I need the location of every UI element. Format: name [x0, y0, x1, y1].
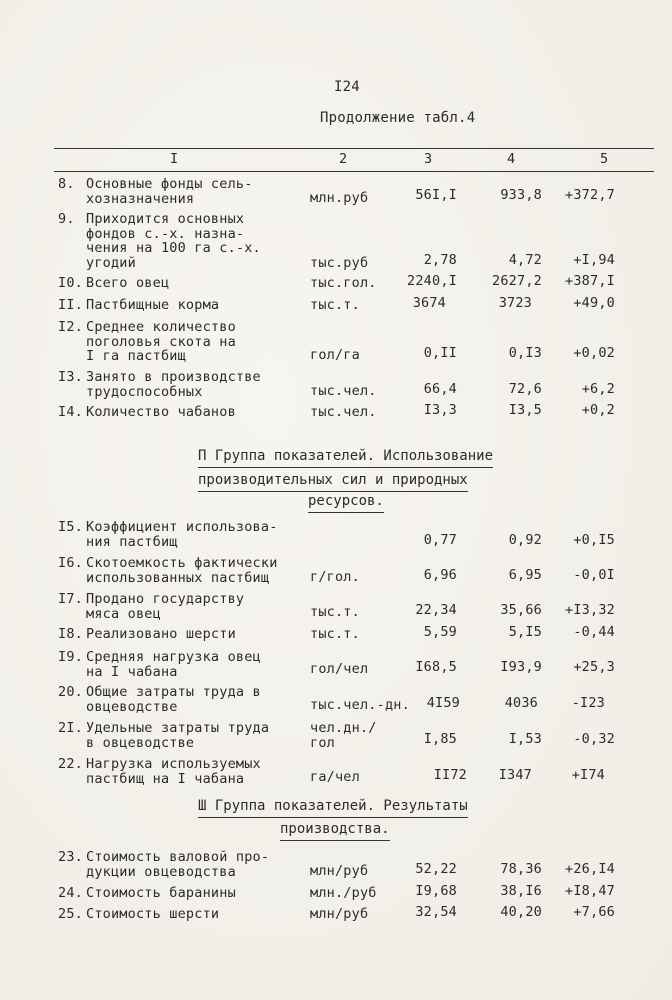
column-header-1: I	[170, 151, 179, 167]
row-value-5: +26,I4	[565, 861, 615, 877]
column-header-5: 5	[600, 151, 609, 167]
row-value-5: +I,94	[573, 252, 615, 268]
row-value-3: 52,22	[415, 861, 457, 877]
column-header-2: 2	[339, 151, 348, 167]
row-unit: гол/чел	[310, 661, 369, 677]
row-value-5: -0,0I	[573, 567, 615, 583]
row-value-4: I3,5	[508, 402, 542, 418]
row-unit: тыс.руб	[310, 255, 369, 271]
row-value-4: 40,20	[500, 904, 542, 920]
row-value-3: 2240,I	[407, 273, 457, 289]
row-number: 8.	[58, 176, 75, 192]
row-label: Общие затраты труда в овцеводстве	[86, 684, 261, 715]
column-header-4: 4	[507, 151, 516, 167]
row-unit: чел.дн./ гол	[310, 720, 377, 751]
row-label: Удельные затраты труда в овцеводстве	[86, 720, 270, 751]
row-unit: млн.руб	[310, 190, 369, 206]
row-number: I2.	[58, 319, 83, 335]
row-value-4: 78,36	[500, 861, 542, 877]
row-label: Реализовано шерсти	[86, 626, 236, 642]
row-value-4: 35,66	[500, 602, 542, 618]
row-label: Приходится основных фондов с.-х. назна- чения на 100 га с.-х. угодий	[86, 211, 261, 271]
row-label: Продано государству мяса овец	[86, 591, 245, 622]
row-number: I4.	[58, 404, 83, 420]
row-label: Занято в производстве трудоспособных	[86, 369, 261, 400]
row-value-3: 2,78	[423, 252, 457, 268]
row-value-4: 5,I5	[508, 624, 542, 640]
row-value-3: I68,5	[415, 659, 457, 675]
row-value-5: +6,2	[581, 381, 615, 397]
row-number: I8.	[58, 626, 83, 642]
row-value-4: I93,9	[500, 659, 542, 675]
row-number: 2I.	[58, 720, 83, 736]
row-value-4: 0,92	[508, 532, 542, 548]
row-value-3: 56I,I	[415, 187, 457, 203]
row-unit: гол/га	[310, 347, 360, 363]
row-label: Всего овец	[86, 275, 170, 291]
row-number: II.	[58, 297, 83, 313]
row-value-5: +387,I	[565, 273, 615, 289]
row-number: 9.	[58, 211, 75, 227]
row-label: Коэффициент использова- ния пастбищ	[86, 519, 278, 550]
row-value-3: I9,68	[415, 883, 457, 899]
row-number: I6.	[58, 555, 83, 571]
row-value-4: I347	[498, 767, 532, 783]
row-value-4: 38,I6	[500, 883, 542, 899]
row-number: 24.	[58, 885, 83, 901]
row-number: 22.	[58, 756, 83, 772]
row-value-5: -0,44	[573, 624, 615, 640]
section-2-heading-line-1: П Группа показателей. Использование	[198, 449, 493, 468]
row-number: I9.	[58, 649, 83, 665]
page-number: I24	[334, 79, 360, 95]
row-unit: тыс.чел.	[310, 404, 377, 420]
row-unit: г/гол.	[310, 569, 360, 585]
row-label: Стоимость шерсти	[86, 906, 220, 922]
row-value-4: 4036	[504, 695, 538, 711]
row-value-5: -0,32	[573, 731, 615, 747]
row-number: 20.	[58, 684, 83, 700]
row-unit: млн./руб	[310, 885, 377, 901]
row-value-3: 0,II	[423, 345, 457, 361]
row-label: Количество чабанов	[86, 404, 236, 420]
row-value-4: I,53	[508, 731, 542, 747]
row-number: 25.	[58, 906, 83, 922]
row-value-5: +I74	[571, 767, 605, 783]
row-unit: тыс.чел.-дн.	[310, 697, 410, 713]
row-value-4: 72,6	[508, 381, 542, 397]
row-unit: тыс.т.	[310, 604, 360, 620]
row-number: I5.	[58, 519, 83, 535]
row-value-3: II72	[433, 767, 467, 783]
section-3-heading-line-2: производства.	[280, 822, 390, 841]
section-2-heading-line-2: производительных сил и природных	[198, 473, 468, 492]
row-number: 23.	[58, 849, 83, 865]
row-value-3: 6,96	[423, 567, 457, 583]
row-value-5: +7,66	[573, 904, 615, 920]
row-unit: тыс.гол.	[310, 275, 377, 291]
row-value-3: 3674	[412, 295, 446, 311]
row-value-4: 3723	[498, 295, 532, 311]
row-value-5: +0,02	[573, 345, 615, 361]
row-unit: млн/руб	[310, 863, 369, 879]
row-label: Пастбищные корма	[86, 297, 220, 313]
row-value-5: -I23	[571, 695, 605, 711]
row-label: Среднее количество поголовья скота на I га пастбищ	[86, 319, 236, 364]
row-value-3: 5,59	[423, 624, 457, 640]
row-value-3: 32,54	[415, 904, 457, 920]
column-header-3: 3	[424, 151, 433, 167]
row-label: Основные фонды сель- хозназначения	[86, 176, 253, 207]
row-label: Стоимость баранины	[86, 885, 236, 901]
row-value-3: I,85	[423, 731, 457, 747]
row-label: Скотоемкость фактически использованных пастбищ	[86, 555, 278, 586]
row-value-4: 6,95	[508, 567, 542, 583]
row-value-5: +25,3	[573, 659, 615, 675]
row-value-3: I3,3	[423, 402, 457, 418]
row-value-4: 4,72	[508, 252, 542, 268]
header-top-rule	[54, 148, 654, 149]
row-value-3: 4I59	[426, 695, 460, 711]
row-unit: тыс.чел.	[310, 383, 377, 399]
row-label: Средняя нагрузка овец на I чабана	[86, 649, 261, 680]
header-bottom-rule	[54, 171, 654, 172]
row-value-5: +I3,32	[565, 602, 615, 618]
row-value-4: 933,8	[500, 187, 542, 203]
row-value-5: +372,7	[565, 187, 615, 203]
row-value-3: 22,34	[415, 602, 457, 618]
row-unit: га/чел	[310, 769, 360, 785]
row-number: I3.	[58, 369, 83, 385]
section-2-heading-line-3: ресурсов.	[308, 494, 384, 513]
row-unit: тыс.т.	[310, 297, 360, 313]
row-unit: млн/руб	[310, 906, 369, 922]
row-number: I0.	[58, 275, 83, 291]
row-value-4: 0,I3	[508, 345, 542, 361]
row-label: Стоимость валовой про- дукции овцеводства	[86, 849, 270, 880]
row-value-4: 2627,2	[492, 273, 542, 289]
row-unit: тыс.т.	[310, 626, 360, 642]
table-continuation-title: Продолжение табл.4	[320, 110, 476, 126]
row-value-5: +0,2	[581, 402, 615, 418]
row-value-3: 0,77	[423, 532, 457, 548]
row-value-3: 66,4	[423, 381, 457, 397]
row-value-5: +0,I5	[573, 532, 615, 548]
row-value-5: +I8,47	[565, 883, 615, 899]
row-label: Нагрузка используемых пастбищ на I чабана	[86, 756, 261, 787]
row-value-5: +49,0	[573, 295, 615, 311]
row-number: I7.	[58, 591, 83, 607]
section-3-heading-line-1: Ш Группа показателей. Результаты	[198, 799, 468, 818]
